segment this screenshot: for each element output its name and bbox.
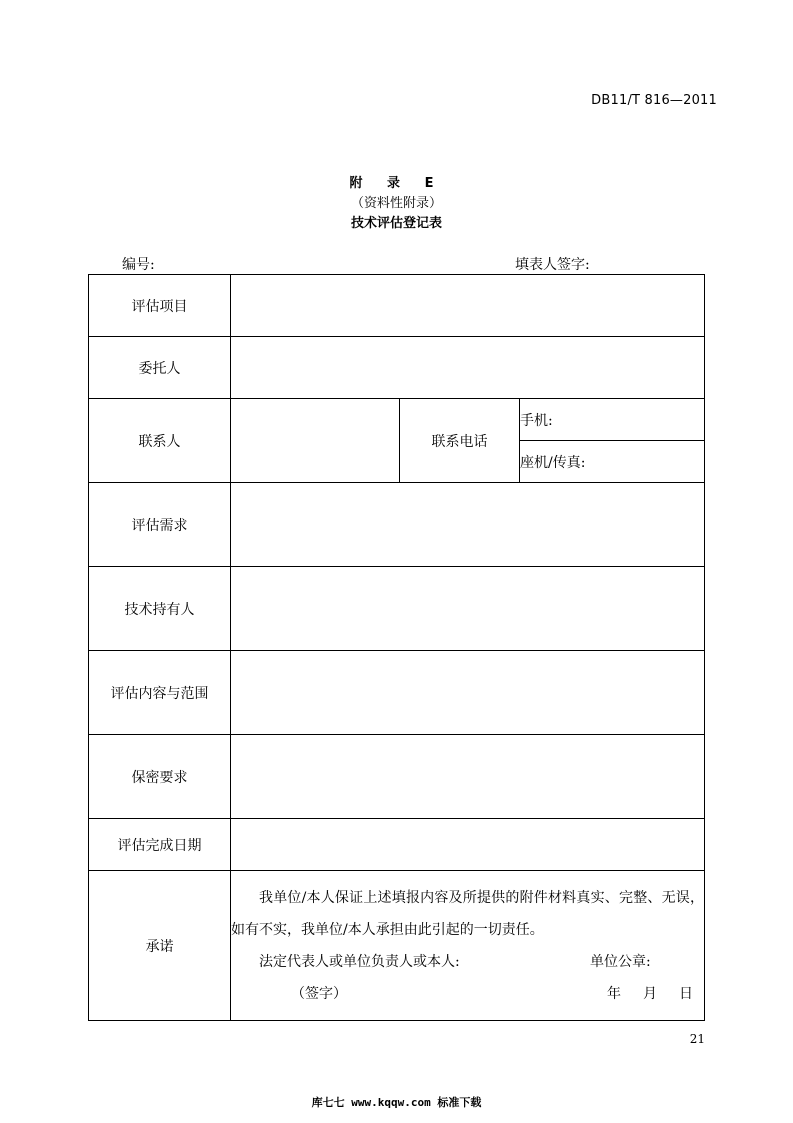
row-completion-date [89,819,705,871]
filler-signature-label: 填表人签字: [515,257,590,273]
legal-rep-label: 法定代表人或单位负责人或本人: [259,953,460,970]
landline-field[interactable]: 座机/传真: [520,441,705,483]
confidential-label: 保密要求 [89,735,231,819]
pledge-cell [231,871,705,1021]
pledge-label: 承诺 [89,871,231,1021]
scope-field[interactable] [231,651,705,735]
standard-code: DB11/T 816—2011 [591,93,717,108]
completion-date-label: 评估完成日期 [89,819,231,871]
sign-note: （签字） [291,985,347,1002]
signature-row [231,946,704,978]
annex-heading: 附 录 E [349,176,444,191]
row-contact [89,399,705,441]
demand-label: 评估需求 [89,483,231,567]
row-project [89,275,705,337]
confidential-field[interactable] [231,735,705,819]
row-holder [89,567,705,651]
completion-date-field[interactable] [231,819,705,871]
scope-label: 评估内容与范围 [89,651,231,735]
client-label: 委托人 [89,337,231,399]
title-block [0,174,793,234]
month-label: 月 [643,985,657,1002]
mobile-field[interactable]: 手机: [520,399,705,441]
seal-label: 单位公章: [590,953,651,970]
row-demand [89,483,705,567]
day-label: 日 [679,985,693,1002]
holder-field[interactable] [231,567,705,651]
row-client [89,337,705,399]
contact-label: 联系人 [89,399,231,483]
number-label: 编号: [122,257,155,273]
row-pledge [89,871,705,1021]
form-title: 技术评估登记表 [350,216,442,231]
pledge-text: 我单位/本人保证上述填报内容及所提供的附件材料真实、完整、无误，如有不实，我单位/本人承担由此引起的一切责任。 [231,889,705,938]
footer-watermark: 库七七 www.kqqw.com 标准下载 [311,1096,482,1109]
project-field[interactable] [231,275,705,337]
row-confidential [89,735,705,819]
demand-field[interactable] [231,483,705,567]
year-label: 年 [607,985,621,1002]
project-label: 评估项目 [89,275,231,337]
annex-type: （资料性附录） [350,196,442,211]
registration-form-table [88,274,705,1021]
contact-field[interactable] [231,399,400,483]
date-row [231,978,704,1010]
holder-label: 技术持有人 [89,567,231,651]
row-scope [89,651,705,735]
client-field[interactable] [231,337,705,399]
phone-label: 联系电话 [400,399,520,483]
date-labels [539,978,693,1010]
page-number: 21 [689,1032,705,1046]
